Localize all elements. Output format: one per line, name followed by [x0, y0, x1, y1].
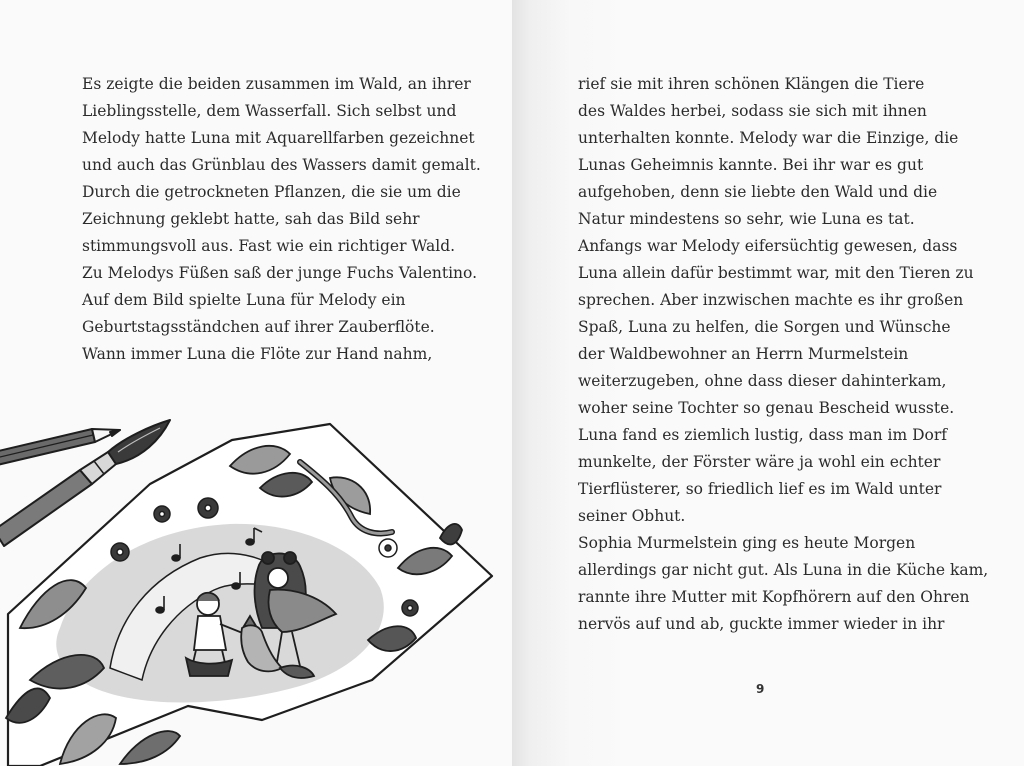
text-line: aufgehoben, denn sie liebte den Wald und die — [578, 183, 938, 201]
text-line: und auch das Grünblau des Wassers damit gemalt. — [82, 156, 481, 174]
text-line: Spaß, Luna zu helfen, die Sorgen und Wünsche — [578, 318, 951, 336]
text-line: Wann immer Luna die Flöte zur Hand nahm, — [82, 345, 433, 363]
text-line: stimmungsvoll aus. Fast wie ein richtiger Wald. — [82, 237, 456, 255]
text-line: munkelte, der Förster wäre ja wohl ein echter — [578, 453, 941, 471]
left-page-text — [82, 71, 481, 368]
text-line: Luna allein dafür bestimmt war, mit den Tieren zu — [578, 264, 974, 282]
text-line: Anfangs war Melody eifersüchtig gewesen, dass — [578, 237, 958, 255]
right-page-text — [578, 71, 988, 638]
text-line: Melody hatte Luna mit Aquarellfarben gezeichnet — [82, 129, 475, 147]
text-line: Zu Melodys Füßen saß der junge Fuchs Valentino. — [82, 264, 478, 282]
page-number: 9 — [756, 682, 765, 696]
text-line: allerdings gar nicht gut. Als Luna in die Küche kam, — [578, 561, 989, 579]
text-line: unterhalten konnte. Melody war die Einzige, die — [578, 129, 959, 147]
text-line: Natur mindestens so sehr, wie Luna es tat. — [578, 210, 915, 228]
text-line: Lieblingsstelle, dem Wasserfall. Sich selbst und — [82, 102, 457, 120]
text-line: des Waldes herbei, sodass sie sich mit ihnen — [578, 102, 927, 120]
text-line: rannte ihre Mutter mit Kopfhörern auf den Ohren — [578, 588, 970, 606]
text-line: Sophia Murmelstein ging es heute Morgen — [578, 534, 916, 552]
text-line: der Waldbewohner an Herrn Murmelstein — [578, 345, 909, 363]
text-line: Durch die getrockneten Pflanzen, die sie um die — [82, 183, 461, 201]
text-line: Geburtstagsständchen auf ihrer Zauberflöte. — [82, 318, 435, 336]
right-page — [512, 0, 1024, 766]
text-line: Lunas Geheimnis kannte. Bei ihr war es gut — [578, 156, 924, 174]
text-line: seiner Obhut. — [578, 507, 686, 525]
text-line: Tierflüsterer, so friedlich lief es im Wald unter — [578, 480, 942, 498]
text-line: Es zeigte die beiden zusammen im Wald, an ihrer — [82, 75, 471, 93]
text-line: nervös auf und ab, guckte immer wieder in ihr — [578, 615, 945, 633]
text-line: Zeichnung geklebt hatte, sah das Bild sehr — [82, 210, 420, 228]
text-line: rief sie mit ihren schönen Klängen die Tiere — [578, 75, 925, 93]
text-line: weiterzugeben, ohne dass dieser dahinterkam, — [578, 372, 947, 390]
text-line: woher seine Tochter so genau Bescheid wusste. — [578, 399, 955, 417]
text-line: sprechen. Aber inzwischen machte es ihr großen — [578, 291, 964, 309]
text-line: Auf dem Bild spielte Luna für Melody ein — [82, 291, 406, 309]
drawing-illustration — [0, 418, 512, 766]
text-line: Luna fand es ziemlich lustig, dass man im Dorf — [578, 426, 947, 444]
